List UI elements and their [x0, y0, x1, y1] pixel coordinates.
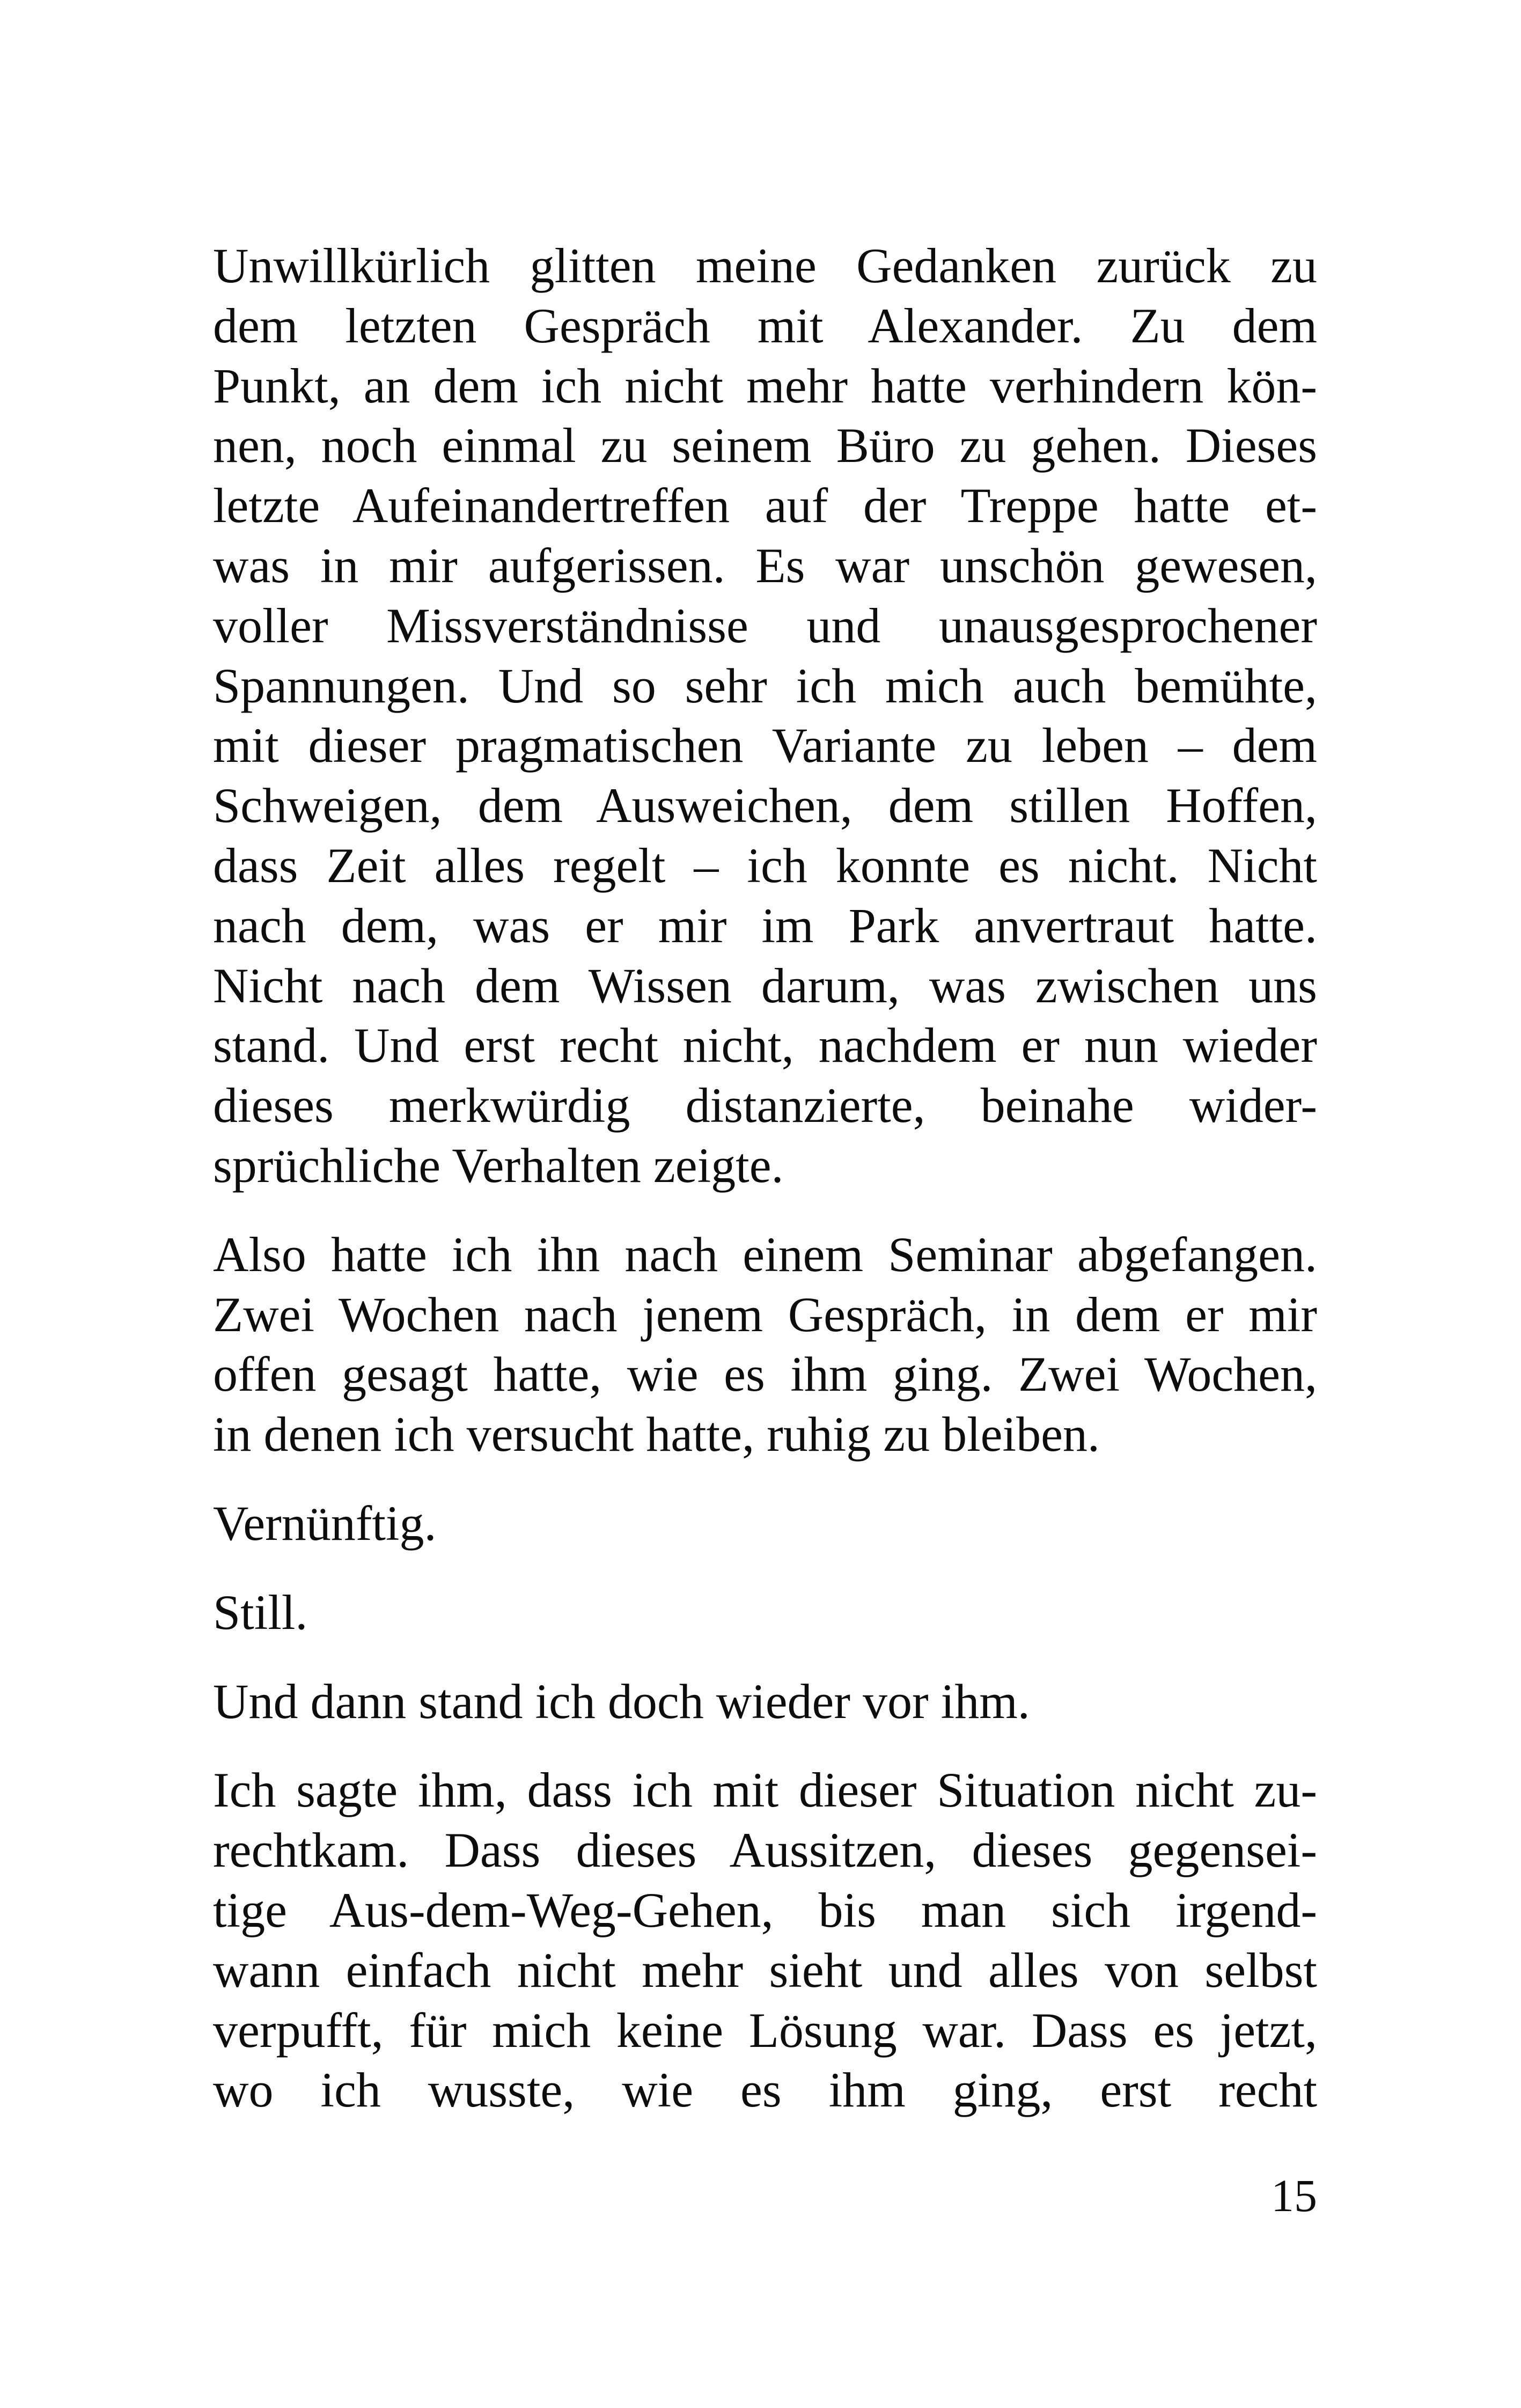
text-line: Spannungen. Und so sehr ich mich auch bemühte, [213, 658, 1317, 713]
text-line: voller Missverständnisse und unausgesprochener [213, 598, 1317, 653]
paragraph [213, 1672, 1317, 1732]
text-line: verpufft, für mich keine Lösung war. Dass es jetzt, [213, 2002, 1317, 2058]
text-line: Schweigen, dem Ausweichen, dem stillen Hoffen, [213, 778, 1317, 833]
text-line: stand. Und erst recht nicht, nachdem er nun wieder [213, 1018, 1317, 1073]
text-line: Nicht nach dem Wissen darum, was zwischen uns [213, 958, 1317, 1013]
text-line: was in mir aufgerissen. Es war unschön gewesen, [213, 538, 1317, 593]
paragraph [213, 1583, 1317, 1643]
text-line: wo ich wusste, wie es ihm ging, erst recht [213, 2062, 1317, 2118]
text-line: dieses merkwürdig distanzierte, beinahe wider- [213, 1078, 1317, 1133]
text-line: dem letzten Gespräch mit Alexander. Zu dem [213, 298, 1317, 353]
paragraph [213, 1225, 1317, 1465]
text-line: Still. [213, 1584, 308, 1640]
text-line: in denen ich versucht hatte, ruhig zu bleiben. [213, 1407, 1100, 1462]
text-line: Zwei Wochen nach jenem Gespräch, in dem er mir [213, 1287, 1317, 1342]
text-line: Vernünftig. [213, 1495, 437, 1551]
text-line: sprüchliche Verhalten zeigte. [213, 1137, 784, 1193]
text-line: mit dieser pragmatischen Variante zu leben – dem [213, 718, 1317, 773]
page-number: 15 [1271, 2170, 1317, 2221]
paragraph [213, 236, 1317, 1196]
text-line: offen gesagt hatte, wie es ihm ging. Zwei Wochen, [213, 1347, 1317, 1402]
text-line: letzte Aufeinandertreffen auf der Treppe hatte et- [213, 478, 1317, 533]
paragraph [213, 1760, 1317, 2120]
text-line: nach dem, was er mir im Park anvertraut hatte. [213, 898, 1317, 953]
text-line: Also hatte ich ihn nach einem Seminar abgefangen. [213, 1227, 1317, 1282]
text-line: wann einfach nicht mehr sieht und alles von selbst [213, 1942, 1317, 1998]
text-line: Ich sagte ihm, dass ich mit dieser Situation nicht zu- [213, 1763, 1317, 1818]
text-line: nen, noch einmal zu seinem Büro zu gehen. Dieses [213, 418, 1317, 473]
paragraph [213, 1494, 1317, 1554]
text-line: rechtkam. Dass dieses Aussitzen, dieses gegensei- [213, 1823, 1317, 1878]
text-line: Und dann stand ich doch wieder vor ihm. [213, 1673, 1030, 1729]
text-line: Punkt, an dem ich nicht mehr hatte verhindern kön- [213, 358, 1317, 413]
body-text [213, 236, 1317, 2120]
text-line: tige Aus-dem-Weg-Gehen, bis man sich irgend- [213, 1882, 1317, 1937]
text-line: Unwillkürlich glitten meine Gedanken zurück zu [213, 238, 1317, 293]
text-line: dass Zeit alles regelt – ich konnte es nicht. Nicht [213, 838, 1317, 893]
